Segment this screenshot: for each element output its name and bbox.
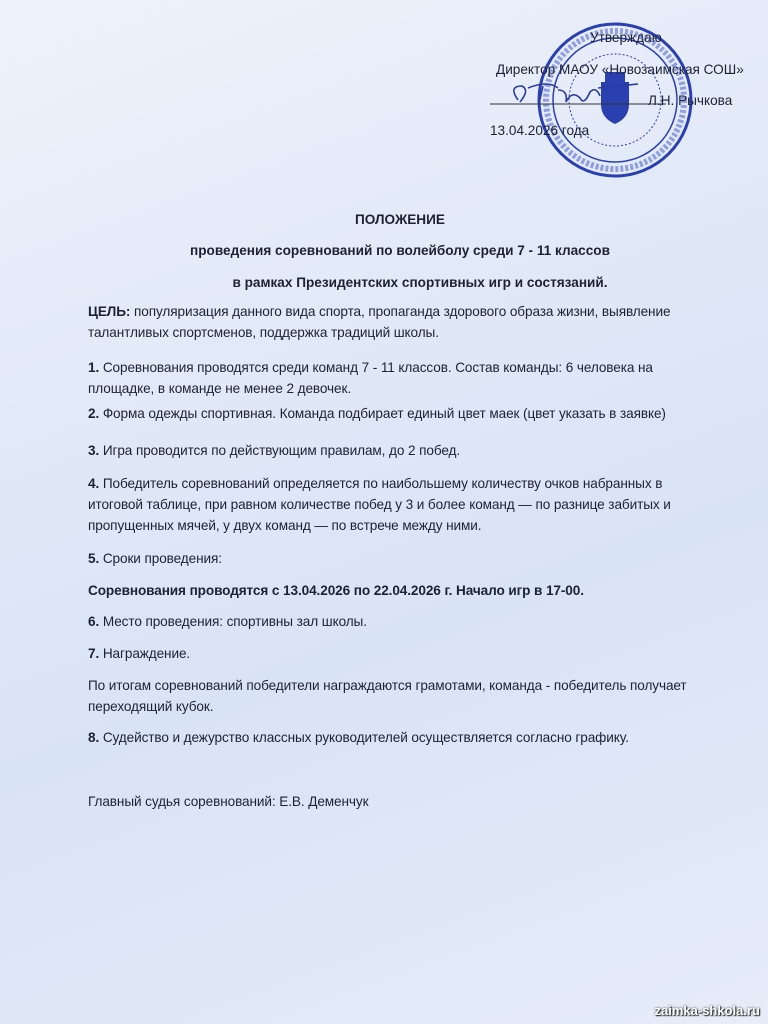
item-1-cont: площадке, в команде не менее 2 девочек. xyxy=(88,381,352,396)
item-8 xyxy=(88,730,629,745)
doc-title: ПОЛОЖЕНИЕ xyxy=(355,212,445,227)
item-5 xyxy=(88,551,222,566)
item-4-cont: итоговой таблице, при равном количестве побед у 3 и более команд — по разнице забитых и xyxy=(88,497,671,512)
item-text: Место проведения: спортивны зал школы. xyxy=(99,614,367,629)
director-position: Директор МАОУ «Новозаимская СОШ» xyxy=(496,62,744,77)
goal-line-1 xyxy=(88,304,670,319)
item-3 xyxy=(88,443,460,458)
doc-subtitle-2: в рамках Президентских спортивных игр и состязаний. xyxy=(232,275,608,290)
item-number: 5. xyxy=(88,551,100,566)
chief-judge: Главный судья соревнований: Е.В. Деменчук xyxy=(88,794,369,809)
item-number: 1. xyxy=(88,360,100,375)
item-number: 2. xyxy=(88,406,100,421)
item-text: Победитель соревнований определяется по наибольшему количеству очков набранных в xyxy=(99,476,663,491)
award-line-2: переходящий кубок. xyxy=(88,699,214,714)
goal-line-2: талантливых спортсменов, поддержка традиций школы. xyxy=(88,325,439,340)
signature xyxy=(488,80,668,110)
item-number: 6. xyxy=(88,614,100,629)
approval-date: 13.04.2026 года xyxy=(490,123,590,138)
goal-text: популяризация данного вида спорта, пропаганда здорового образа жизни, выявление xyxy=(130,304,671,319)
item-4-cont: пропущенных мячей, у двух команд — по встрече между ними. xyxy=(88,518,482,533)
item-7 xyxy=(88,646,190,661)
item-number: 4. xyxy=(88,476,100,491)
goal-label: ЦЕЛЬ: xyxy=(88,304,131,319)
item-text: Соревнования проводятся среди команд 7 - 11 классов. Состав команды: 6 человека на xyxy=(99,360,653,375)
competition-dates: Соревнования проводятся с 13.04.2026 по 22.04.2026 г. Начало игр в 17-00. xyxy=(88,583,584,598)
item-number: 8. xyxy=(88,730,100,745)
item-6 xyxy=(88,614,367,629)
item-text: Форма одежды спортивная. Команда подбирает единый цвет маек (цвет указать в заявке) xyxy=(99,406,666,421)
item-number: 3. xyxy=(88,443,100,458)
item-text: Игра проводится по действующим правилам, до 2 побед. xyxy=(99,443,461,458)
award-line-1: По итогам соревнований победители награждаются грамотами, команда - победитель получает xyxy=(88,678,687,693)
item-2 xyxy=(88,406,666,421)
item-text: Награждение. xyxy=(99,646,191,661)
item-number: 7. xyxy=(88,646,100,661)
item-text: Судейство и дежурство классных руководителей осуществляется согласно графику. xyxy=(99,730,629,745)
doc-subtitle-1: проведения соревнований по волейболу среди 7 - 11 классов xyxy=(190,243,610,258)
director-name: Л.Н. Рычкова xyxy=(648,93,733,108)
item-4 xyxy=(88,476,662,491)
item-text: Сроки проведения: xyxy=(99,551,222,566)
watermark: zaimka-shkola.ru xyxy=(654,1003,760,1018)
approve-label: Утверждаю xyxy=(590,30,662,45)
item-1 xyxy=(88,360,653,375)
